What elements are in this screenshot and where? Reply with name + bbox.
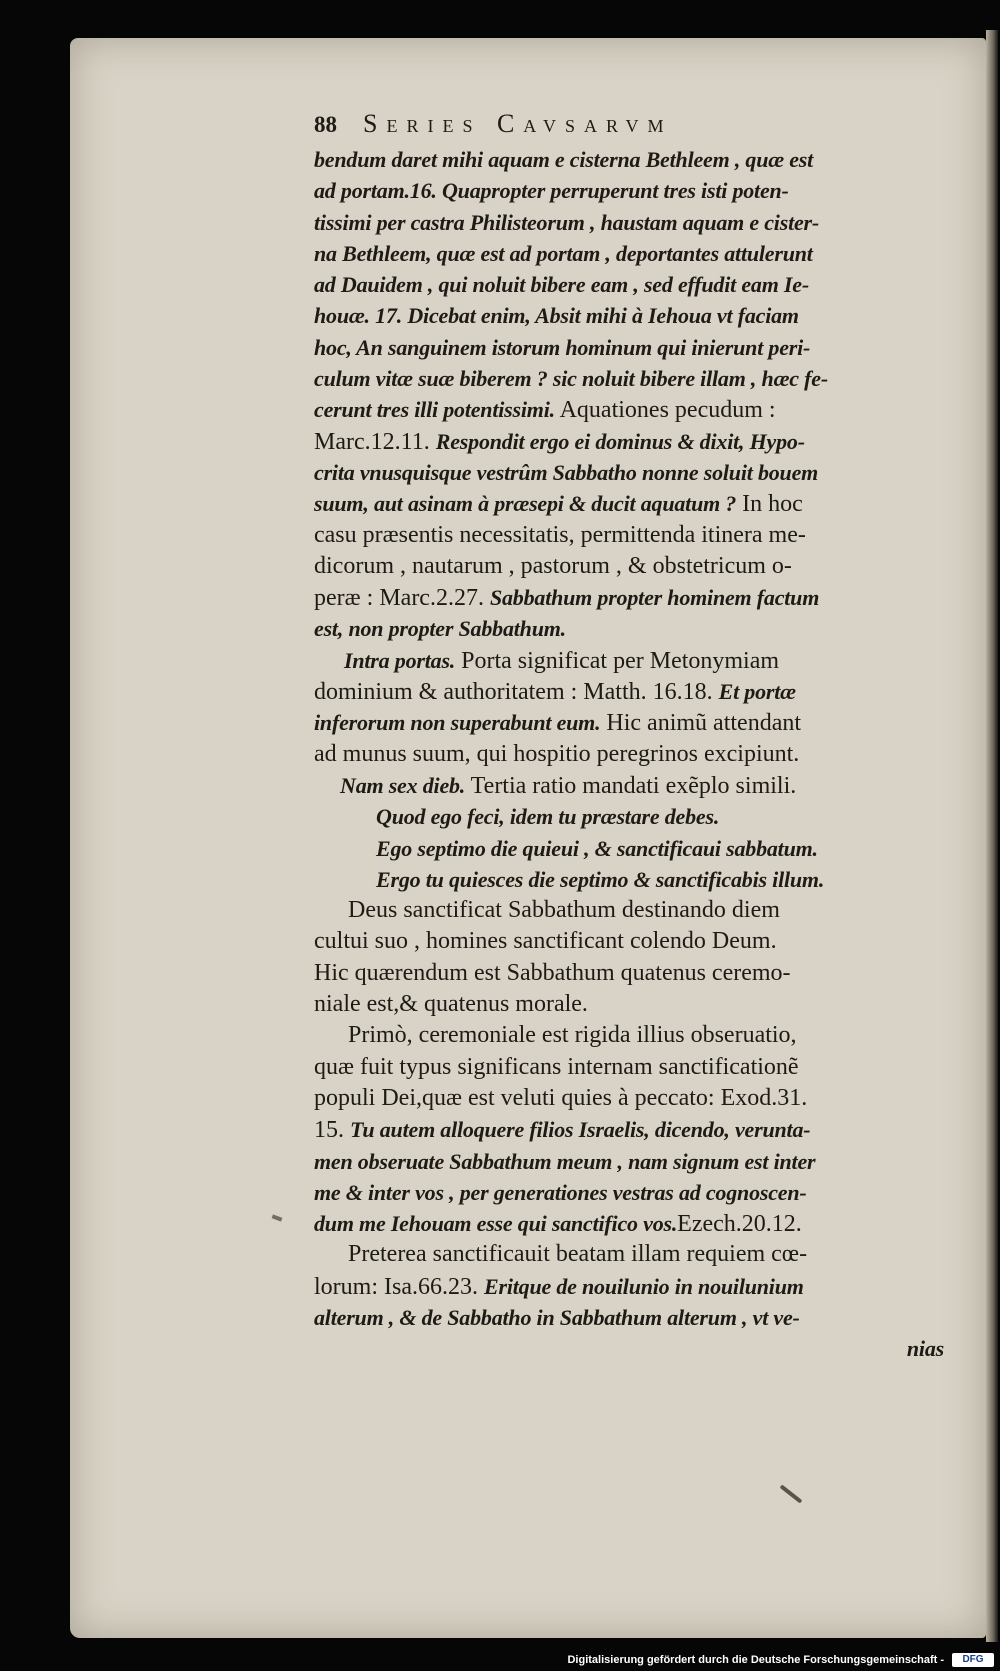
roman-segment: ad munus suum, qui hospitio peregrinos excipiunt. (314, 740, 800, 767)
italic-segment: tissimi per castra Philisteorum , haustam aquam e cister- (314, 209, 820, 235)
text-line (314, 1020, 954, 1051)
roman-segment: dominium & authoritatem : Matth. 16.18. (314, 679, 719, 706)
digitization-credit: Digitalisierung gefördert durch die Deutsche Forschungsgemeinschaft - (567, 1654, 944, 1666)
text-line (314, 269, 954, 300)
text-line (314, 1146, 954, 1177)
text-line (314, 645, 954, 676)
italic-segment: bendum daret mihi aquam e cisterna Bethleem , quæ est (314, 147, 814, 172)
italic-segment: Ego septimo die quieui , & sanctificaui sabbatum. (376, 835, 818, 861)
text-line (314, 770, 954, 801)
header-title: Series Cavsarvm (363, 109, 673, 138)
text-line (314, 1271, 954, 1302)
italic-segment: ad portam.16. Quapropter perruperunt tres isti poten- (314, 178, 789, 204)
roman-segment: In hoc (736, 491, 803, 518)
text-line (314, 175, 954, 206)
text-line (314, 488, 954, 519)
italic-segment: na Bethleem, quæ est ad portam , deportantes attulerunt (314, 240, 813, 266)
page-number: 88 (314, 112, 337, 137)
roman-segment: niale est,& quatenus morale. (314, 991, 588, 1018)
roman-segment: populi Dei,quæ est veluti quies à peccato: Exod.31. (314, 1084, 808, 1111)
roman-segment: cultui suo , homines sanctificant colendo Deum. (314, 928, 777, 955)
italic-segment: Quod ego feci, idem tu præstare debes. (376, 804, 720, 830)
text-line (314, 1239, 954, 1270)
text-line (314, 676, 954, 707)
roman-segment: lorum: Isa.66.23. (314, 1273, 484, 1300)
page-edge (986, 30, 998, 1642)
text-line (314, 582, 954, 613)
roman-segment: Preterea sanctificauit beatam illam requiem cœ- (348, 1241, 808, 1268)
text-line (314, 207, 954, 238)
running-head (314, 108, 954, 144)
italic-segment: inferorum non superabunt eum. (314, 710, 601, 736)
roman-segment: quæ fuit typus significans internam sanctificationẽ (314, 1053, 799, 1080)
body-text (314, 144, 954, 1333)
text-line (314, 801, 954, 832)
italic-segment: cerunt tres illi potentissimi. (314, 397, 555, 423)
text-line (314, 394, 954, 425)
text-line (314, 238, 954, 269)
text-line (314, 1114, 954, 1145)
roman-segment: Porta significat per Metonymiam (455, 647, 780, 674)
text-line (314, 833, 954, 864)
italic-segment: Sabbathum propter hominem factum (489, 585, 820, 611)
text-line (314, 1208, 954, 1239)
roman-segment: Primò, ceremoniale est rigida illius obseruatio, (348, 1022, 797, 1049)
italic-segment: men obseruate Sabbathum meum , nam signum est inter (314, 1148, 816, 1174)
italic-segment: est, non propter Sabbathum. (314, 616, 566, 642)
text-line (314, 958, 954, 989)
italic-segment: crita vnusquisque vestrûm Sabbatho nonne soluit bouem (314, 459, 819, 485)
roman-segment: Tertia ratio mandati exẽplo simili. (465, 772, 797, 799)
text-line (314, 864, 954, 895)
text-line (314, 613, 954, 644)
roman-segment: 15. (314, 1117, 350, 1144)
roman-segment: casu præsentis necessitatis, permittenda itinera me- (314, 521, 806, 548)
text-line (314, 707, 954, 738)
text-line (314, 520, 954, 551)
italic-segment: culum vitæ suæ biberem ? sic noluit bibere illam , hæc fe- (314, 366, 828, 392)
text-line (314, 300, 954, 331)
text-line (314, 144, 954, 175)
roman-segment: dicorum , nautarum , pastorum , & obstetricum o- (314, 552, 792, 579)
roman-segment: Hic quærendum est Sabbathum quatenus ceremo- (314, 959, 791, 986)
italic-segment: suum, aut asinam à præsepi & ducit aquatum ? (314, 491, 737, 517)
italic-segment: hoc, An sanguinem istorum hominum qui inierunt peri- (314, 334, 811, 360)
text-line (314, 1177, 954, 1208)
text-line (314, 989, 954, 1020)
italic-segment: Tu autem alloquere filios Israelis, dicendo, veruntа- (350, 1117, 811, 1143)
roman-segment: Aquationes pecudum : (554, 397, 776, 424)
italic-segment: ad Dauidem , qui noluit bibere eam , sed effudit eam Ie- (314, 272, 809, 298)
italic-segment: Respondit ergo ei dominus & dixit, Hypo- (435, 428, 805, 454)
text-line (314, 426, 954, 457)
text-line (314, 926, 954, 957)
italic-segment: houæ. 17. Dicebat enim, Absit mihi à Iehoua vt faciam (314, 303, 799, 329)
text-line (314, 1052, 954, 1083)
text-line (314, 1083, 954, 1114)
italic-segment: Nam sex dieb. (340, 772, 466, 798)
italic-segment: Et portæ (718, 679, 796, 705)
catchword: nias (906, 1336, 944, 1362)
roman-segment: Deus sanctificat Sabbathum destinando diem (348, 897, 780, 924)
italic-segment: Ergo tu quiesces die septimo & sanctificabis illum. (376, 866, 825, 892)
roman-segment: peræ : Marc.2.27. (314, 585, 490, 612)
text-line (314, 551, 954, 582)
text-line (314, 363, 954, 394)
italic-segment: Eritque de nouilunio in nouilunium (483, 1273, 804, 1299)
italic-segment: dum me Iehouam esse qui sanctifico vos. (314, 1211, 678, 1237)
roman-segment: Ezech.20.12. (677, 1211, 802, 1238)
dfg-logo: DFG (952, 1653, 994, 1667)
text-line (314, 895, 954, 926)
italic-segment: Intra portas. (344, 647, 456, 673)
text-block (314, 108, 954, 1365)
text-line (314, 457, 954, 488)
text-line (314, 739, 954, 770)
italic-segment: me & inter vos , per generationes vestras ad cognoscen- (314, 1179, 807, 1205)
roman-segment: Marc.12.11. (314, 428, 436, 455)
text-line (314, 332, 954, 363)
roman-segment: Hic animũ attendant (600, 710, 802, 737)
italic-segment: alterum , & de Sabbatho in Sabbathum alterum , vt ve- (314, 1304, 800, 1330)
text-line (314, 1302, 954, 1333)
